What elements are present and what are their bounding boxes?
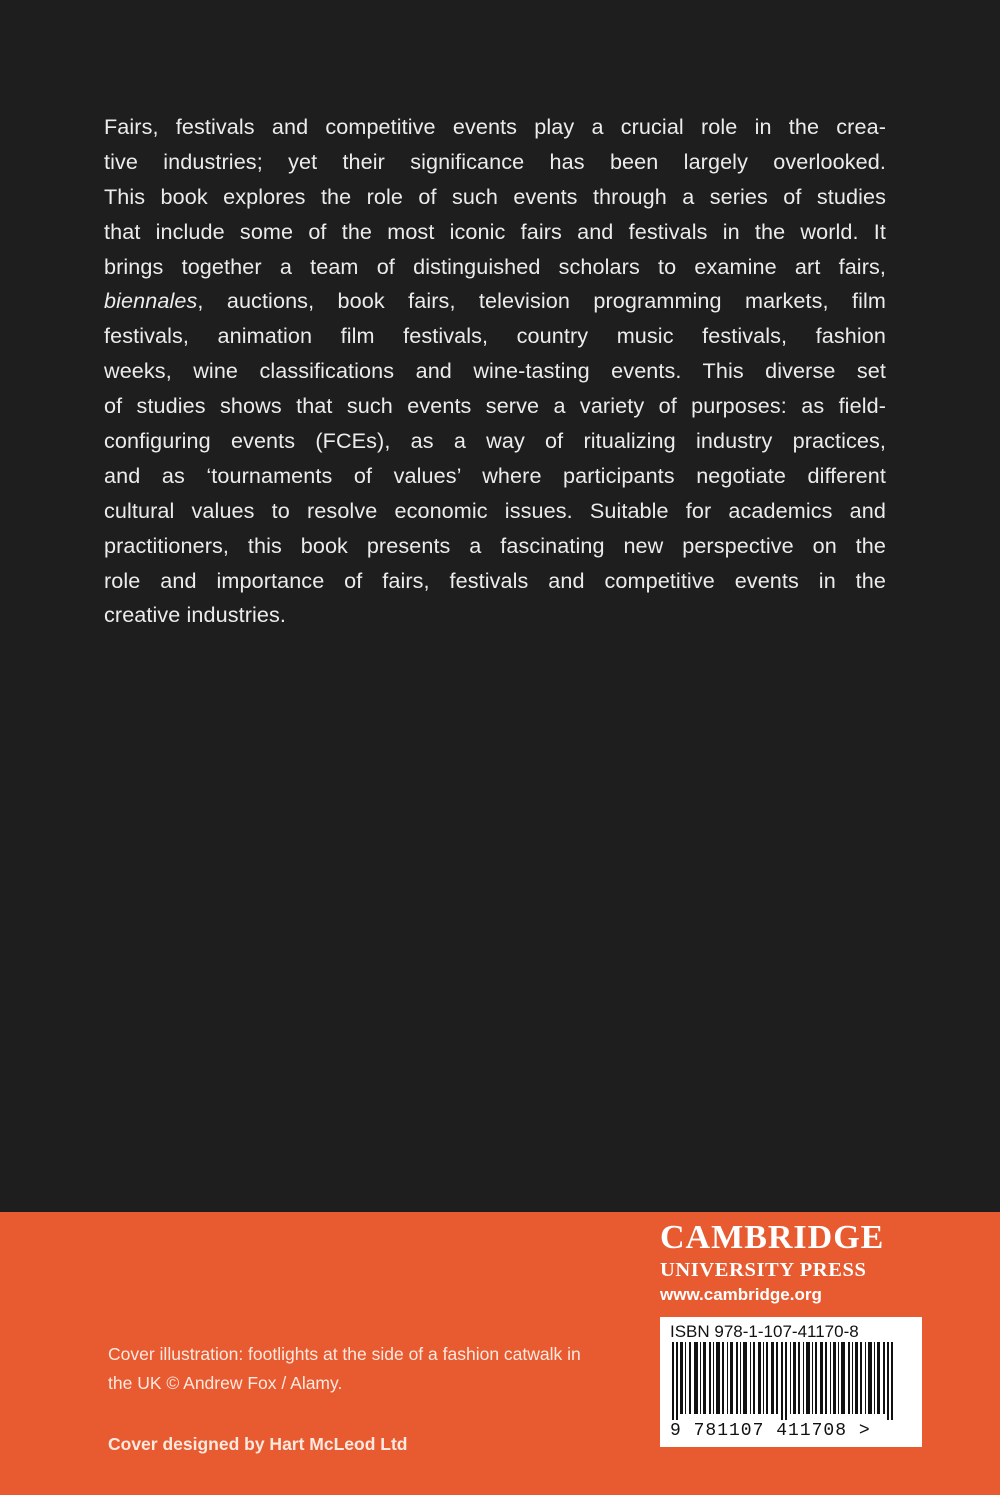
barcode-bars — [670, 1342, 912, 1420]
cover-illustration-credit: Cover illustration: footlights at the side of a fashion catwalk in the UK © Andrew Fox / Alamy. — [108, 1344, 581, 1393]
description-line: configuring events (FCEs), as a way of ritualizing industry practices, — [104, 428, 886, 454]
publisher-subname: UNIVERSITY PRESS — [660, 1259, 867, 1281]
publisher-name: CAMBRIDGE — [660, 1219, 885, 1256]
description-line: festivals, animation film festivals, country music festivals, fashion — [104, 323, 886, 349]
publisher-url: www.cambridge.org — [660, 1285, 822, 1304]
description-line — [104, 284, 886, 319]
description-line: and as ‘tournaments of values’ where participants negotiate different — [104, 462, 886, 488]
description-line: that include some of the most iconic fairs and festivals in the world. It — [104, 218, 886, 244]
isbn-barcode — [660, 1317, 922, 1447]
description-line: role and importance of fairs, festivals and competitive events in the — [104, 567, 886, 593]
description-line: This book explores the role of such events through a series of studies — [104, 183, 886, 209]
description-line: Fairs, festivals and competitive events play a crucial role in the crea- — [104, 114, 886, 139]
book-description — [104, 110, 886, 633]
description-line: weeks, wine classifications and wine-tasting events. This diverse set — [104, 358, 886, 384]
description-line: tive industries; yet their significance has been largely overlooked. — [104, 148, 886, 174]
cover-design-credit: Cover designed by Hart McLeod Ltd — [108, 1434, 408, 1454]
description-line: of studies shows that such events serve a variety of purposes: as field- — [104, 393, 886, 419]
description-line: creative industries. — [104, 602, 287, 628]
barcode-digits: 9 781107 411708 > — [670, 1421, 871, 1441]
description-line-rest: , auctions, book fairs, television programming markets, film — [197, 288, 886, 314]
description-line: cultural values to resolve economic issues. Suitable for academics and — [104, 497, 886, 523]
description-line: brings together a team of distinguished scholars to examine art fairs, — [104, 253, 886, 279]
isbn-label: ISBN 978-1-107-41170-8 — [670, 1322, 859, 1341]
publisher-logo — [660, 1218, 925, 1308]
italic-term: biennales — [104, 288, 198, 314]
description-line: practitioners, this book presents a fascinating new perspective on the — [104, 532, 886, 558]
